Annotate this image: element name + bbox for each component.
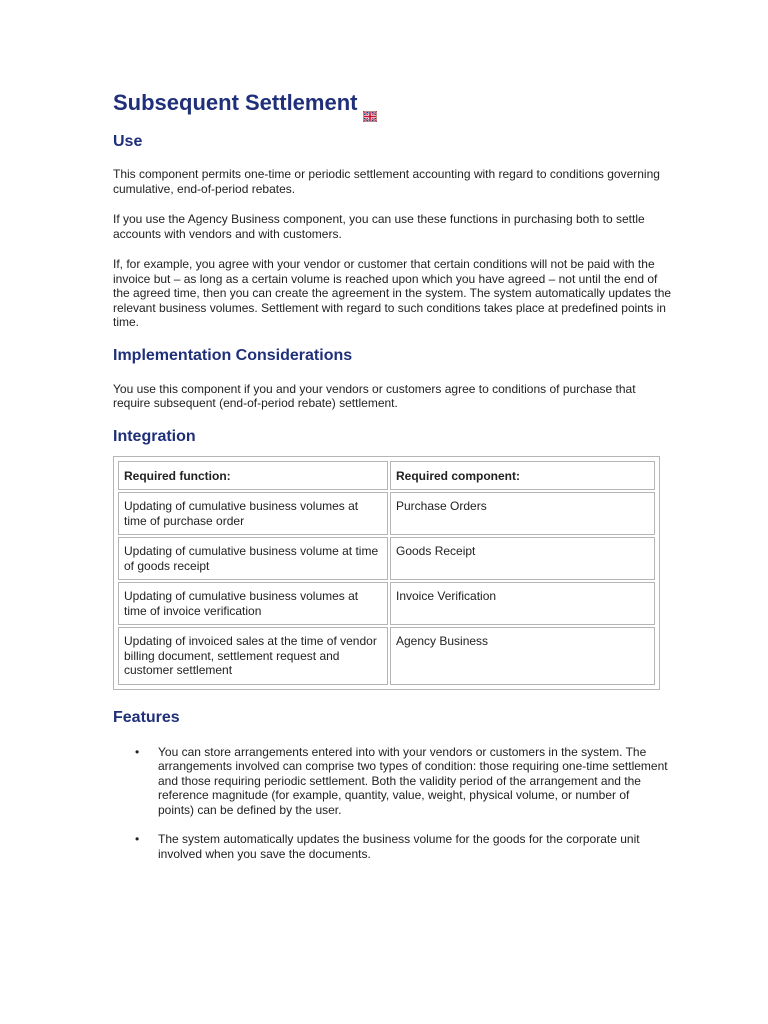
table-row (118, 537, 655, 580)
section-heading-integration: Integration (113, 427, 196, 445)
use-paragraph-2: If you use the Agency Business component, you can use these functions in purchasing both to settle accounts with vendors and with customers. (113, 212, 645, 241)
table-cell-function: Updating of cumulative business volume at time of goods receipt (118, 537, 388, 580)
document-page (113, 88, 673, 876)
features-list (113, 745, 673, 862)
list-item (113, 745, 668, 818)
use-paragraph-1: This component permits one-time or periodic settlement accounting with regard to conditions governing cumulative, end-of-period rebates. (113, 167, 660, 196)
table-header-component: Required component: (390, 461, 655, 491)
section-heading-features: Features (113, 708, 180, 726)
table-cell-component: Agency Business (390, 627, 655, 685)
table-cell-function: Updating of cumulative business volumes at time of invoice verification (118, 582, 388, 625)
table-cell-component: Invoice Verification (390, 582, 655, 625)
table-row (118, 582, 655, 625)
table-header-row (118, 461, 655, 491)
feature-text: The system automatically updates the business volume for the goods for the corporate unit involved when you save the documents. (158, 832, 640, 861)
table-cell-component: Goods Receipt (390, 537, 655, 580)
implementation-paragraph: You use this component if you and your vendors or customers agree to conditions of purchase that require subsequent (end-of-period rebate) settlement. (113, 381, 636, 410)
table-row (118, 492, 655, 535)
section-heading-implementation: Implementation Considerations (113, 346, 353, 364)
integration-table (113, 456, 660, 690)
use-paragraph-3: If, for example, you agree with your vendor or customer that certain conditions will not be paid with the invoice but – as long as a certain volume is reached upon which you have agreed – not until the end of the agreed time, then you can create the agreement in the system. The system automatically updates the relevant business volumes. Settlement with regard to such conditions takes place at predefined points in time. (113, 257, 672, 329)
list-item (113, 832, 668, 861)
bullet-icon: • (135, 744, 140, 759)
uk-flag-icon[interactable] (363, 100, 377, 111)
feature-text: You can store arrangements entered into with your vendors or customers in the system. The arrangements involved can comprise two types of condition: those requiring one-time settlement and those requiring periodic settlement. Both the validity period of the arrangement and the reference magnitude (for example, quantity, value, weight, physical volume, or number of points) can be defined by the user. (158, 744, 668, 817)
table-cell-function: Updating of cumulative business volumes at time of purchase order (118, 492, 388, 535)
page-title-text: Subsequent Settlement (113, 90, 358, 115)
bullet-icon: • (135, 832, 140, 846)
page-title (113, 88, 673, 118)
table-cell-component: Purchase Orders (390, 492, 655, 535)
table-cell-function: Updating of invoiced sales at the time of vendor billing document, settlement request and customer settlement (118, 627, 388, 685)
table-header-function: Required function: (118, 461, 388, 491)
section-heading-use: Use (113, 133, 143, 150)
table-row (118, 627, 655, 685)
